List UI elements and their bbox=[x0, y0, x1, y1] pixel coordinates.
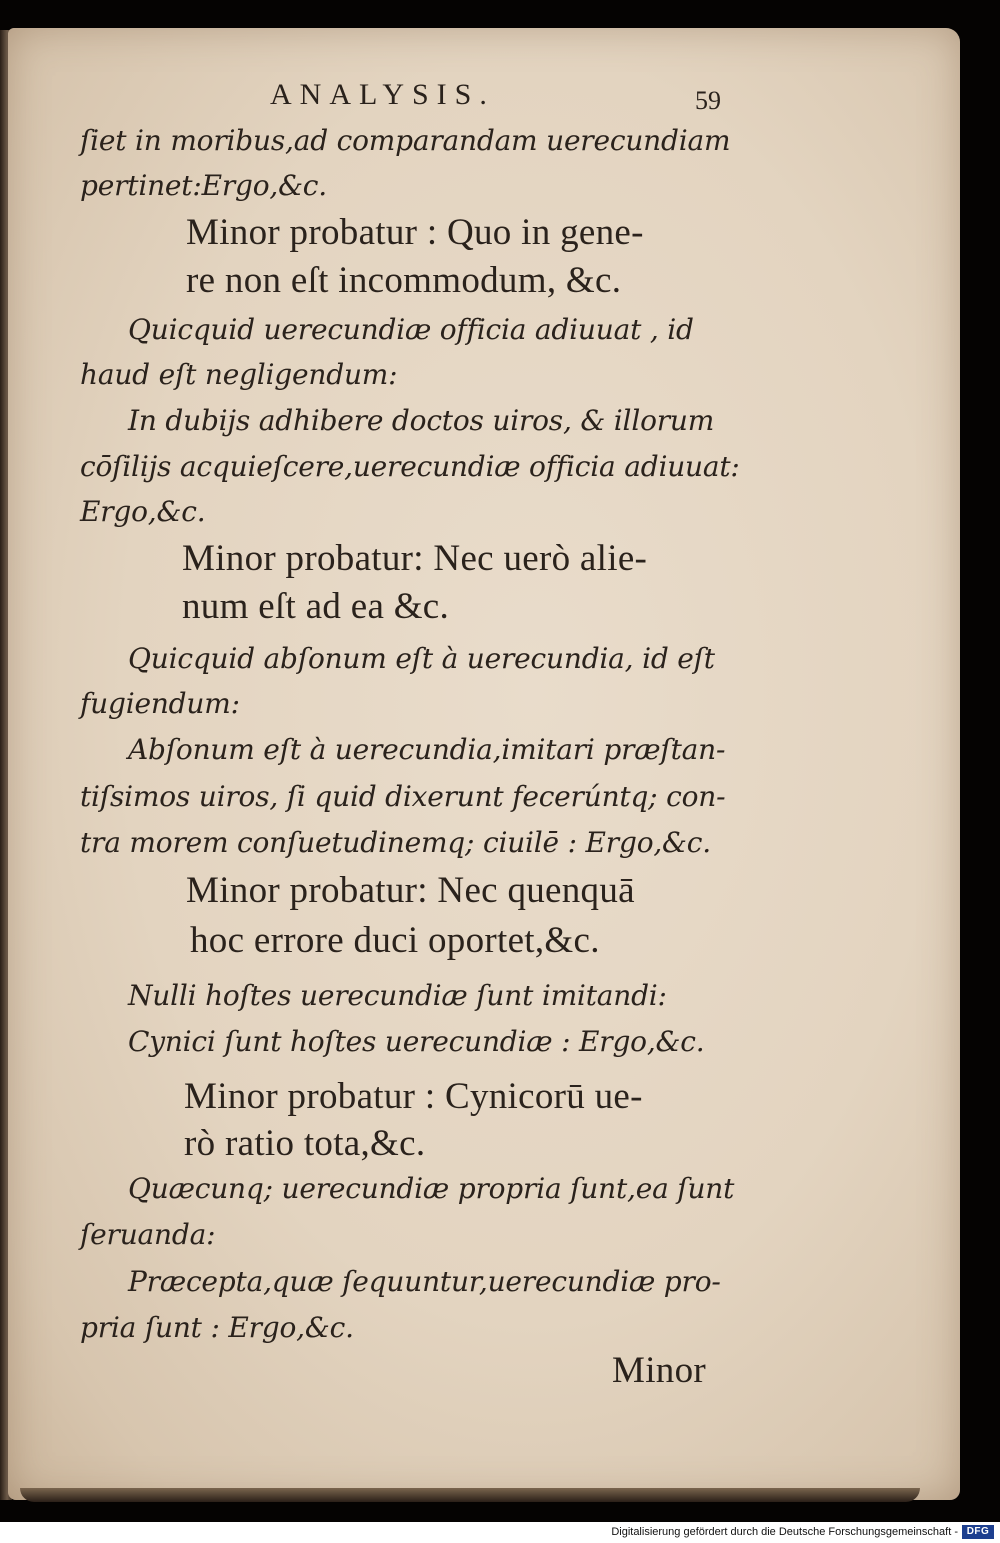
text-line: Quicquid abſonum eſt à uerecundia, id eſt bbox=[128, 642, 715, 675]
text-line: Minor probatur: Nec uerò alie- bbox=[182, 538, 648, 579]
folio-number: 59 bbox=[695, 86, 721, 115]
text-line: cōſilijs acquieſcere,uerecundiæ officia adiuuat: bbox=[80, 450, 740, 483]
text-line: num eſt ad ea &c. bbox=[182, 586, 450, 627]
running-head: ANALYSIS. bbox=[270, 78, 495, 111]
footer-credit: Digitalisierung gefördert durch die Deutsche Forschungsgemeinschaft - bbox=[611, 1526, 958, 1538]
text-line: In dubijs adhibere doctos uiros, & illorum bbox=[128, 404, 715, 437]
text-line: hoc errore duci oportet,&c. bbox=[190, 920, 600, 961]
text-line: Præcepta,quæ ſequuntur,uerecundiæ pro- bbox=[128, 1265, 721, 1298]
text-line: ſiet in moribus,ad comparandam uerecundiam bbox=[80, 124, 731, 157]
text-line: Nulli hoſtes uerecundiæ ſunt imitandi: bbox=[128, 979, 667, 1012]
digitization-footer bbox=[0, 1522, 1000, 1543]
text-line: pertinet:Ergo,&c. bbox=[80, 169, 327, 202]
text-line: Ergo,&c. bbox=[80, 495, 206, 528]
text-line: tiſsimos uiros, ſi quid dixerunt fecerúntq; con- bbox=[80, 780, 726, 813]
dfg-logo-icon: DFG bbox=[962, 1525, 994, 1539]
text-line: rò ratio tota,&c. bbox=[184, 1123, 426, 1164]
text-line: re non eſt incommodum, &c. bbox=[186, 260, 622, 301]
text-line: pria ſunt : Ergo,&c. bbox=[80, 1311, 354, 1344]
text-line: Abſonum eſt à uerecundia,imitari præſtan- bbox=[128, 733, 726, 766]
text-line: Minor probatur: Nec quenquā bbox=[186, 870, 635, 911]
text-line: Minor probatur : Quo in gene- bbox=[186, 212, 644, 253]
text-line: Minor probatur : Cynicorū ue- bbox=[184, 1076, 643, 1117]
text-line: fugiendum: bbox=[80, 687, 240, 720]
page-bottom-edge bbox=[20, 1488, 920, 1502]
text-line: ſeruanda: bbox=[80, 1218, 216, 1251]
catchword: Minor bbox=[612, 1350, 706, 1391]
text-line: Cynici ſunt hoſtes uerecundiæ : Ergo,&c. bbox=[128, 1025, 705, 1058]
text-line: Quæcunq; uerecundiæ propria ſunt,ea ſunt bbox=[128, 1172, 735, 1205]
text-line: Quicquid uerecundiæ officia adiuuat , id bbox=[128, 313, 694, 346]
text-line: tra morem conſuetudinemq; ciuilē : Ergo,&c. bbox=[80, 826, 711, 859]
text-line: haud eſt negligendum: bbox=[80, 358, 398, 391]
